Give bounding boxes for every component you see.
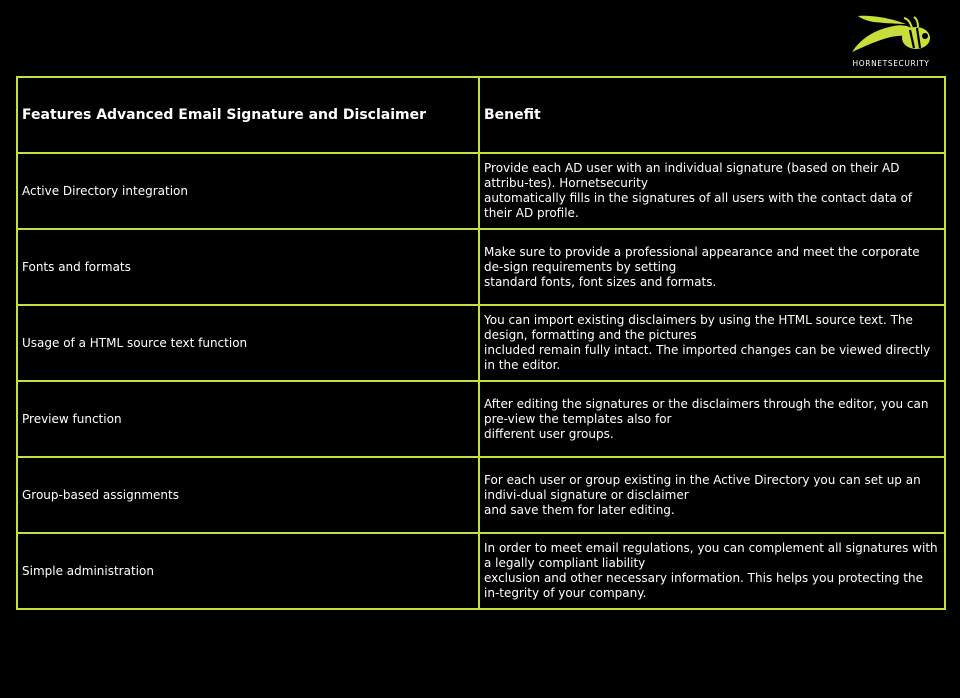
feature-cell: Usage of a HTML source text function <box>17 305 479 381</box>
benefit-line: For each user or group existing in the Active Directory you can set up an indivi-dual signature or disclaimer <box>484 472 921 502</box>
benefit-cell <box>479 533 945 609</box>
benefit-cell <box>479 381 945 457</box>
feature-cell: Active Directory integration <box>17 153 479 229</box>
column-header-feature: Features Advanced Email Signature and Disclaimer <box>17 77 479 153</box>
benefit-line: included remain fully intact. The imported changes can be viewed directly in the editor. <box>484 343 931 372</box>
benefit-line: exclusion and other necessary information. This helps you protecting the in-tegrity of your company. <box>484 571 923 600</box>
benefit-line: In order to meet email regulations, you can complement all signatures with a legally compliant liability <box>484 541 938 570</box>
hornet-logo-icon <box>850 14 932 54</box>
table-row <box>17 457 945 533</box>
benefit-line: After editing the signatures or the disclaimers through the editor, you can pre-view the templates also for <box>484 396 929 426</box>
benefit-cell <box>479 457 945 533</box>
table-row <box>17 533 945 609</box>
column-header-benefit: Benefit <box>479 77 945 153</box>
table-row <box>17 229 945 305</box>
feature-cell: Fonts and formats <box>17 229 479 305</box>
benefit-line: You can import existing disclaimers by using the HTML source text. The design, formatting and the pictures <box>484 313 913 342</box>
benefit-line: standard fonts, font sizes and formats. <box>484 274 717 289</box>
benefit-line: Make sure to provide a professional appearance and meet the corporate de-sign requirements by setting <box>484 244 920 274</box>
brand-logo <box>836 14 946 70</box>
feature-cell: Group-based assignments <box>17 457 479 533</box>
table-row <box>17 153 945 229</box>
features-table <box>16 76 946 610</box>
benefit-line: automatically fills in the signatures of all users with the contact data of their AD profile. <box>484 191 913 220</box>
table-row <box>17 305 945 381</box>
feature-cell: Simple administration <box>17 533 479 609</box>
table-header-row <box>17 77 945 153</box>
brand-name: HORNETSECURITY <box>852 59 930 68</box>
benefit-cell <box>479 153 945 229</box>
benefit-cell <box>479 229 945 305</box>
benefit-line: Provide each AD user with an individual signature (based on their AD attribu-tes). Hornetsecurity <box>484 161 900 190</box>
benefit-cell <box>479 305 945 381</box>
benefit-line: and save them for later editing. <box>484 502 675 517</box>
table-row <box>17 381 945 457</box>
feature-cell: Preview function <box>17 381 479 457</box>
benefit-line: different user groups. <box>484 426 614 441</box>
